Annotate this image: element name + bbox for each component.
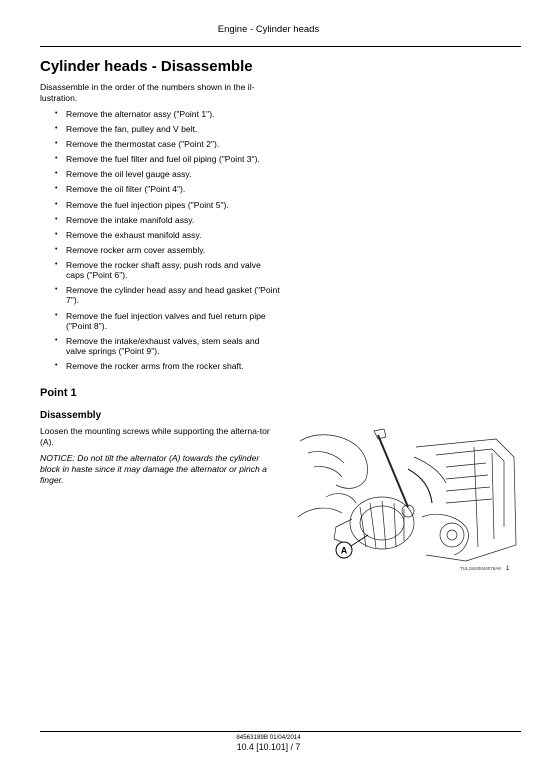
sub-heading: Disassembly [40,410,102,421]
intro-text: Disassemble in the order of the numbers shown in the il-lustration. [40,82,255,103]
alternator-illustration [296,427,520,564]
list-item: • Remove the rocker shaft assy, push rods and valve caps ("Point 6"). [40,260,280,280]
list-item: • Remove the thermostat case ("Point 2"). [40,139,280,149]
footer-rule [40,731,521,732]
instruction-text: Loosen the mounting screws while supporting the alterna-tor (A). [40,426,270,447]
list-item: • Remove the rocker arms from the rocker shaft. [40,361,280,371]
list-item: • Remove the fuel injection pipes ("Point 5"). [40,200,280,210]
list-item: • Remove the cylinder head assy and head gasket ("Point 7"). [40,285,280,305]
page-number: 10.4 [10.101] / 7 [236,742,301,752]
list-item: • Remove the intake manifold assy. [40,215,280,225]
list-item: • Remove rocker arm cover assembly. [40,245,280,255]
list-item: • Remove the exhaust manifold assy. [40,230,280,240]
notice-text: NOTICE: Do not tilt the alternator (A) towards the cylinder block in haste since it may damage the alternator or pinch a finger. [40,453,267,485]
list-item: • Remove the fan, pulley and V belt. [40,124,280,134]
figure-code: TUL19SI0044078A9 [460,566,501,571]
callout-label-a: A [340,545,348,556]
running-header: Engine - Cylinder heads [217,24,320,35]
list-item: • Remove the alternator assy ("Point 1"). [40,109,280,119]
list-item: • Remove the fuel filter and fuel oil piping ("Point 3"). [40,154,280,164]
figure-number: 1 [506,566,510,572]
header-rule [40,46,521,47]
list-item: • Remove the oil filter ("Point 4"). [40,184,280,194]
section-heading: Point 1 [40,387,77,399]
page-title: Cylinder heads - Disassemble [40,58,253,75]
steps-list [40,109,280,376]
list-item: • Remove the fuel injection valves and fuel return pipe ("Point 8"). [40,311,280,331]
document-number: 84563189B 01/04/2014 [236,734,301,741]
list-item: • Remove the intake/exhaust valves, stem seals and valve springs ("Point 9"). [40,336,280,356]
list-item: • Remove the oil level gauge assy. [40,169,280,179]
